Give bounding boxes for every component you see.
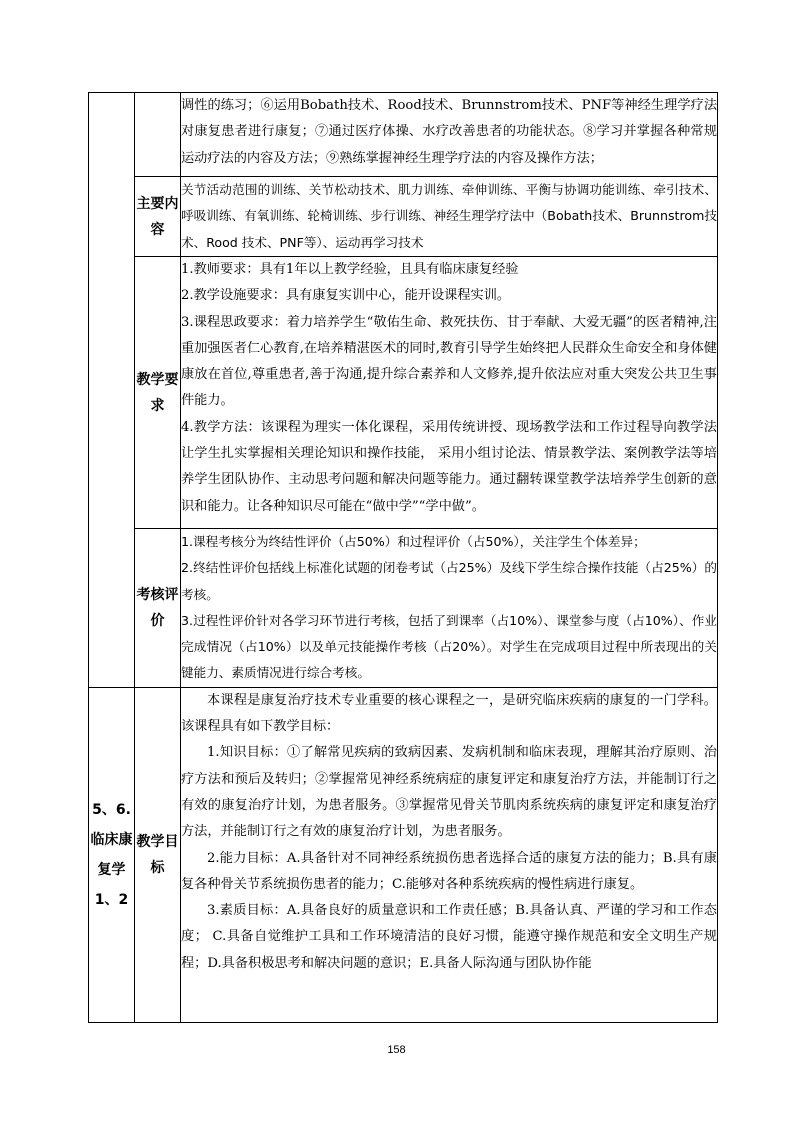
goal-item: 3.素质目标：A.具备良好的质量意识和工作责任感；B.具备认真、严谨的学习和工作态度； C.具备自觉维护工具和工作环境清洁的良好习惯，能遵守操作规范和安全文明生产规程；D.具备积极思考和解决问题的意识；E.具备人际沟通与团队协作能 [181, 903, 717, 971]
row-label-assessment: 考核评价 [135, 529, 181, 688]
content-cell [181, 529, 718, 688]
continuation-text: 调性的练习；⑥运用Bobath技术、Rood技术、Brunnstrom技术、PNF等神经生理学疗法对康复患者进行康复；⑦通过医疗体操、水疗改善患者的功能状态。⑧学习并掌握各种常规运动疗法的内容及方法；⑨熟练掌握神经生理学疗法的内容及操作方法； [181, 98, 717, 166]
row-label-main-content: 主要内容 [135, 177, 181, 257]
course-cell-empty [89, 93, 135, 688]
requirement-item: 4.教学方法：该课程为理实一体化课程，采用传统讲授、现场教学法和工作过程导向教学法让学生扎实掌握相关理论知识和操作技能， 采用小组讨论法、情景教学法、案例教学法等培养学生团队协作、主动思考问题和解决问题等能力。通过翻转课堂教学法培养学生创新的意识和能力。让各种知识尽可能在“做中学”“学中做”。 [181, 419, 717, 514]
label-cell-empty [135, 93, 181, 177]
content-cell [181, 177, 718, 257]
content-cell [181, 93, 718, 177]
assessment-item: 3.过程性评价针对各学习环节进行考核，包括了到课率（占10%）、课堂参与度（占10%）、作业完成情况（占10%）以及单元技能操作考核（占20%）。对学生在完成项目过程中所表现出的关键能力、素质情况进行综合考核。 [181, 612, 717, 681]
goal-item: 1.知识目标：①了解常见疾病的致病因素、发病机制和临床表现，理解其治疗原则、治疗方法和预后及转归；②掌握常见神经系统病症的康复评定和康复治疗方法，并能制订行之有效的康复治疗计划，为患者服务。③掌握常见骨关节肌肉系统疾病的康复评定和康复治疗方法，并能制订行之有效的康复治疗计划，为患者服务。 [181, 745, 717, 840]
table-row [89, 93, 718, 177]
assessment-item: 2.终结性评价包括线上标准化试题的闭卷考试（占25%）及线下学生综合操作技能（占25%）的考核。 [181, 560, 717, 602]
curriculum-table [88, 92, 718, 1023]
table-row [89, 257, 718, 529]
goal-item: 本课程是康复治疗技术专业重要的核心课程之一，是研究临床疾病的康复的一门学科。该课程具有如下教学目标： [181, 692, 717, 735]
table-row [89, 687, 718, 1022]
table-row [89, 177, 718, 257]
course-name-cell: 5、6.临床康复学1、2 [89, 687, 135, 1022]
table-row [89, 529, 718, 688]
requirement-item: 1.教师要求：具有1年以上教学经验，且具有临床康复经验 [181, 262, 519, 277]
row-label-teaching-goals: 教学目标 [135, 687, 181, 1022]
requirement-item: 3.课程思政要求：着力培养学生“敬佑生命、救死扶伤、甘于奉献、大爱无疆”的医者精神,注重加强医者仁心教育,在培养精湛医术的同时,教育引导学生始终把人民群众生命安全和身体健康放在首位,尊重患者,善于沟通,提升综合素养和人文修养,提升依法应对重大突发公共卫生事件能力。 [181, 314, 717, 409]
content-cell [181, 257, 718, 529]
requirement-item: 2.教学设施要求：具有康复实训中心，能开设课程实训。 [181, 288, 511, 304]
content-cell [181, 687, 718, 1022]
goal-item: 2.能力目标：A.具备针对不同神经系统损伤患者选择合适的康复方法的能力；B.具有康复各种骨关节系统损伤患者的能力；C.能够对各种系统疾病的慢性病进行康复。 [181, 850, 717, 892]
row-label-teaching-requirements: 教学要求 [135, 257, 181, 529]
page-number: 158 [387, 1044, 406, 1056]
assessment-item: 1.课程考核分为终结性评价（占50%）和过程评价（占50%），关注学生个体差异； [181, 534, 646, 549]
main-content-text: 关节活动范围的训练、关节松动技术、肌力训练、牵伸训练、平衡与协调功能训练、牵引技术、呼吸训练、有氧训练、轮椅训练、步行训练、神经生理学疗法中（Bobath技术、Brunnstrom技术、Rood 技术、PNF等）、运动再学习技术 [181, 182, 717, 250]
